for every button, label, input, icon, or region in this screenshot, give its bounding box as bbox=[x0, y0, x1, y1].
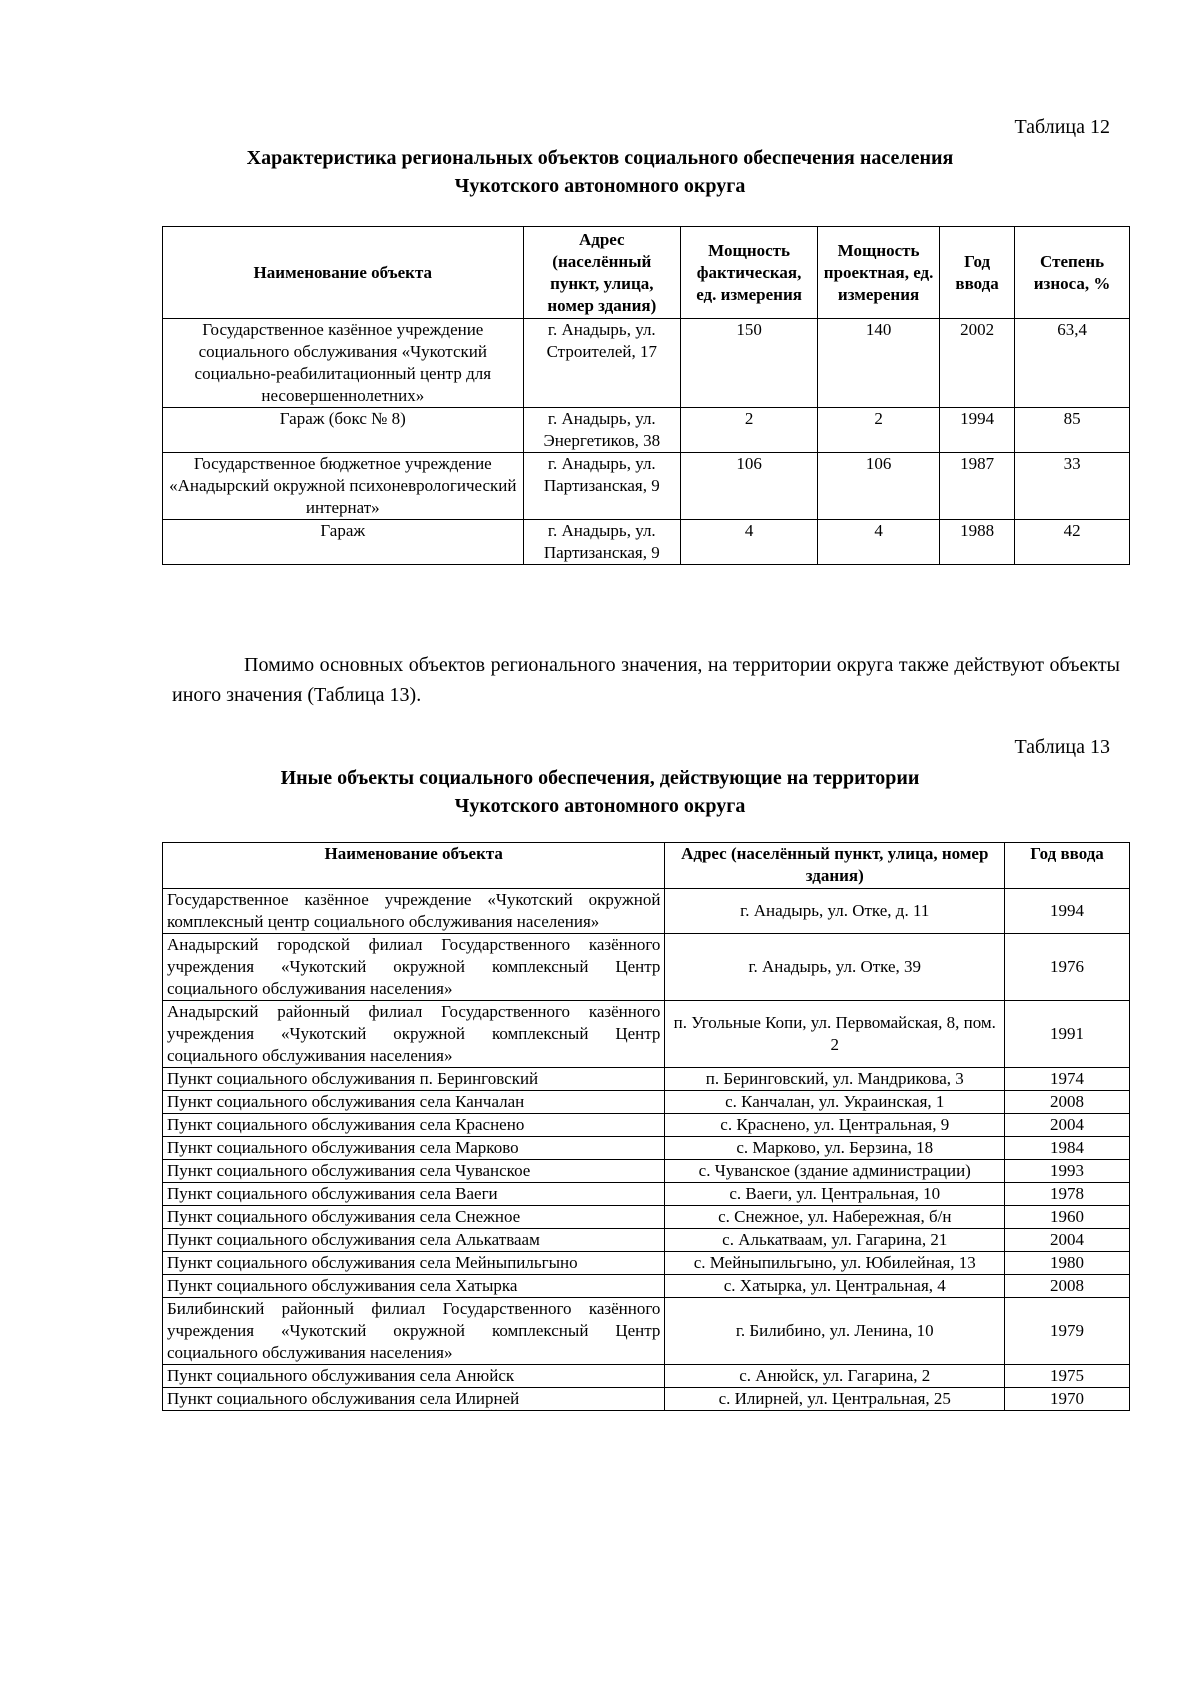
table-row bbox=[163, 934, 1130, 1001]
table-row bbox=[163, 889, 1130, 934]
cell-actual-capacity: 4 bbox=[681, 520, 818, 565]
cell-actual-capacity: 2 bbox=[681, 408, 818, 453]
table-row bbox=[163, 1114, 1130, 1137]
cell-address: с. Алькатваам, ул. Гагарина, 21 bbox=[665, 1229, 1005, 1252]
cell-wear: 33 bbox=[1015, 453, 1130, 520]
table12-header-actual: Мощность фактическая, ед. измерения bbox=[681, 227, 818, 319]
table-row bbox=[163, 408, 1130, 453]
table13-title-line2: Чукотского автономного округа bbox=[454, 795, 746, 817]
table12-header-name: Наименование объекта bbox=[163, 227, 524, 319]
cell-year: 1994 bbox=[1005, 889, 1130, 934]
cell-year: 1987 bbox=[940, 453, 1015, 520]
table13-header-name: Наименование объекта bbox=[163, 843, 665, 889]
table-row bbox=[163, 1137, 1130, 1160]
table-row bbox=[163, 1229, 1130, 1252]
table-row bbox=[163, 1365, 1130, 1388]
cell-address: п. Беринговский, ул. Мандрикова, 3 bbox=[665, 1068, 1005, 1091]
cell-address: с. Анюйск, ул. Гагарина, 2 bbox=[665, 1365, 1005, 1388]
cell-name: Анадырский городской филиал Государственного казённого учреждения «Чукотский окружной комплексный Центр социального обслуживания населения» bbox=[163, 934, 665, 1001]
table13-title-line1: Иные объекты социального обеспечения, действующие на территории bbox=[280, 767, 920, 789]
cell-name: Пункт социального обслуживания села Илирней bbox=[163, 1388, 665, 1411]
cell-year: 2002 bbox=[940, 319, 1015, 408]
table12-caption: Таблица 12 bbox=[1014, 116, 1110, 138]
cell-year: 1979 bbox=[1005, 1298, 1130, 1365]
table-row bbox=[163, 1068, 1130, 1091]
table-row bbox=[163, 1001, 1130, 1068]
cell-name: Пункт социального обслуживания села Канчалан bbox=[163, 1091, 665, 1114]
table-row bbox=[163, 1388, 1130, 1411]
table13-header-year: Год ввода bbox=[1005, 843, 1130, 889]
cell-year: 1994 bbox=[940, 408, 1015, 453]
cell-name: Государственное бюджетное учреждение «Анадырский окружной психоневрологический интернат» bbox=[163, 453, 524, 520]
paragraph-text: Помимо основных объектов регионального значения, на территории округа также действуют объекты иного значения (Таблица 13). bbox=[172, 654, 1120, 706]
cell-name: Пункт социального обслуживания п. Беринговский bbox=[163, 1068, 665, 1091]
table-row bbox=[163, 1275, 1130, 1298]
cell-year: 2008 bbox=[1005, 1091, 1130, 1114]
cell-year: 1978 bbox=[1005, 1183, 1130, 1206]
cell-wear: 42 bbox=[1015, 520, 1130, 565]
cell-year: 1970 bbox=[1005, 1388, 1130, 1411]
cell-name: Пункт социального обслуживания села Анюйск bbox=[163, 1365, 665, 1388]
cell-year: 1993 bbox=[1005, 1160, 1130, 1183]
cell-year: 1960 bbox=[1005, 1206, 1130, 1229]
cell-address: п. Угольные Копи, ул. Первомайская, 8, пом. 2 bbox=[665, 1001, 1005, 1068]
table-row bbox=[163, 1206, 1130, 1229]
cell-name: Билибинский районный филиал Государственного казённого учреждения «Чукотский окружной комплексный Центр социального обслуживания населения» bbox=[163, 1298, 665, 1365]
cell-name: Государственное казённое учреждение «Чукотский окружной комплексный центр социального обслуживания населения» bbox=[163, 889, 665, 934]
cell-address: г. Анадырь, ул. Отке, 39 bbox=[665, 934, 1005, 1001]
cell-name: Гараж (бокс № 8) bbox=[163, 408, 524, 453]
cell-year: 2008 bbox=[1005, 1275, 1130, 1298]
table-row bbox=[163, 1298, 1130, 1365]
cell-year: 1980 bbox=[1005, 1252, 1130, 1275]
cell-address: с. Снежное, ул. Набережная, б/н bbox=[665, 1206, 1005, 1229]
cell-name: Пункт социального обслуживания села Алькатваам bbox=[163, 1229, 665, 1252]
cell-address: г. Анадырь, ул. Энергетиков, 38 bbox=[523, 408, 680, 453]
table-row bbox=[163, 1252, 1130, 1275]
table-row bbox=[163, 1183, 1130, 1206]
table13-header-address: Адрес (населённый пункт, улица, номер здания) bbox=[665, 843, 1005, 889]
cell-address: с. Краснено, ул. Центральная, 9 bbox=[665, 1114, 1005, 1137]
table12 bbox=[162, 226, 1130, 565]
cell-year: 1975 bbox=[1005, 1365, 1130, 1388]
cell-address: с. Ваеги, ул. Центральная, 10 bbox=[665, 1183, 1005, 1206]
table12-header-design: Мощность проектная, ед. измерения bbox=[818, 227, 940, 319]
cell-wear: 85 bbox=[1015, 408, 1130, 453]
cell-name: Пункт социального обслуживания села Снежное bbox=[163, 1206, 665, 1229]
cell-address: г. Анадырь, ул. Партизанская, 9 bbox=[523, 520, 680, 565]
cell-year: 1974 bbox=[1005, 1068, 1130, 1091]
table12-title bbox=[0, 144, 1200, 200]
table12-header-wear: Степень износа, % bbox=[1015, 227, 1130, 319]
cell-name: Пункт социального обслуживания села Краснено bbox=[163, 1114, 665, 1137]
cell-wear: 63,4 bbox=[1015, 319, 1130, 408]
cell-address: с. Канчалан, ул. Украинская, 1 bbox=[665, 1091, 1005, 1114]
table12-title-line2: Чукотского автономного округа bbox=[454, 175, 746, 197]
table13 bbox=[162, 842, 1130, 1411]
cell-address: с. Хатырка, ул. Центральная, 4 bbox=[665, 1275, 1005, 1298]
table-row bbox=[163, 453, 1130, 520]
cell-actual-capacity: 106 bbox=[681, 453, 818, 520]
cell-year: 1991 bbox=[1005, 1001, 1130, 1068]
cell-address: с. Илирней, ул. Центральная, 25 bbox=[665, 1388, 1005, 1411]
cell-address: г. Анадырь, ул. Строителей, 17 bbox=[523, 319, 680, 408]
cell-year: 1984 bbox=[1005, 1137, 1130, 1160]
table12-header-address: Адрес (населённый пункт, улица, номер здания) bbox=[523, 227, 680, 319]
cell-name: Анадырский районный филиал Государственного казённого учреждения «Чукотский окружной комплексный Центр социального обслуживания населения» bbox=[163, 1001, 665, 1068]
cell-address: с. Мейныпильгыно, ул. Юбилейная, 13 bbox=[665, 1252, 1005, 1275]
cell-address: г. Билибино, ул. Ленина, 10 bbox=[665, 1298, 1005, 1365]
cell-year: 2004 bbox=[1005, 1114, 1130, 1137]
table13-caption: Таблица 13 bbox=[1014, 736, 1110, 758]
cell-address: г. Анадырь, ул. Отке, д. 11 bbox=[665, 889, 1005, 934]
table12-title-line1: Характеристика региональных объектов социального обеспечения населения bbox=[246, 147, 954, 169]
table-row bbox=[163, 1160, 1130, 1183]
cell-address: г. Анадырь, ул. Партизанская, 9 bbox=[523, 453, 680, 520]
cell-name: Государственное казённое учреждение социального обслуживания «Чукотский социально-реабилитационный центр для несовершеннолетних» bbox=[163, 319, 524, 408]
table-row bbox=[163, 319, 1130, 408]
cell-name: Пункт социального обслуживания села Чуванское bbox=[163, 1160, 665, 1183]
cell-year: 1976 bbox=[1005, 934, 1130, 1001]
table12-header-year: Год ввода bbox=[940, 227, 1015, 319]
cell-name: Пункт социального обслуживания села Мейныпильгыно bbox=[163, 1252, 665, 1275]
cell-design-capacity: 4 bbox=[818, 520, 940, 565]
cell-design-capacity: 140 bbox=[818, 319, 940, 408]
cell-name: Пункт социального обслуживания села Марково bbox=[163, 1137, 665, 1160]
table13-title bbox=[0, 764, 1200, 820]
table-row bbox=[163, 520, 1130, 565]
cell-name: Пункт социального обслуживания села Хатырка bbox=[163, 1275, 665, 1298]
cell-design-capacity: 106 bbox=[818, 453, 940, 520]
body-paragraph bbox=[172, 650, 1120, 710]
cell-name: Пункт социального обслуживания села Ваеги bbox=[163, 1183, 665, 1206]
cell-name: Гараж bbox=[163, 520, 524, 565]
cell-actual-capacity: 150 bbox=[681, 319, 818, 408]
cell-design-capacity: 2 bbox=[818, 408, 940, 453]
cell-year: 2004 bbox=[1005, 1229, 1130, 1252]
table-row bbox=[163, 1091, 1130, 1114]
cell-year: 1988 bbox=[940, 520, 1015, 565]
cell-address: с. Марково, ул. Берзина, 18 bbox=[665, 1137, 1005, 1160]
cell-address: с. Чуванское (здание администрации) bbox=[665, 1160, 1005, 1183]
